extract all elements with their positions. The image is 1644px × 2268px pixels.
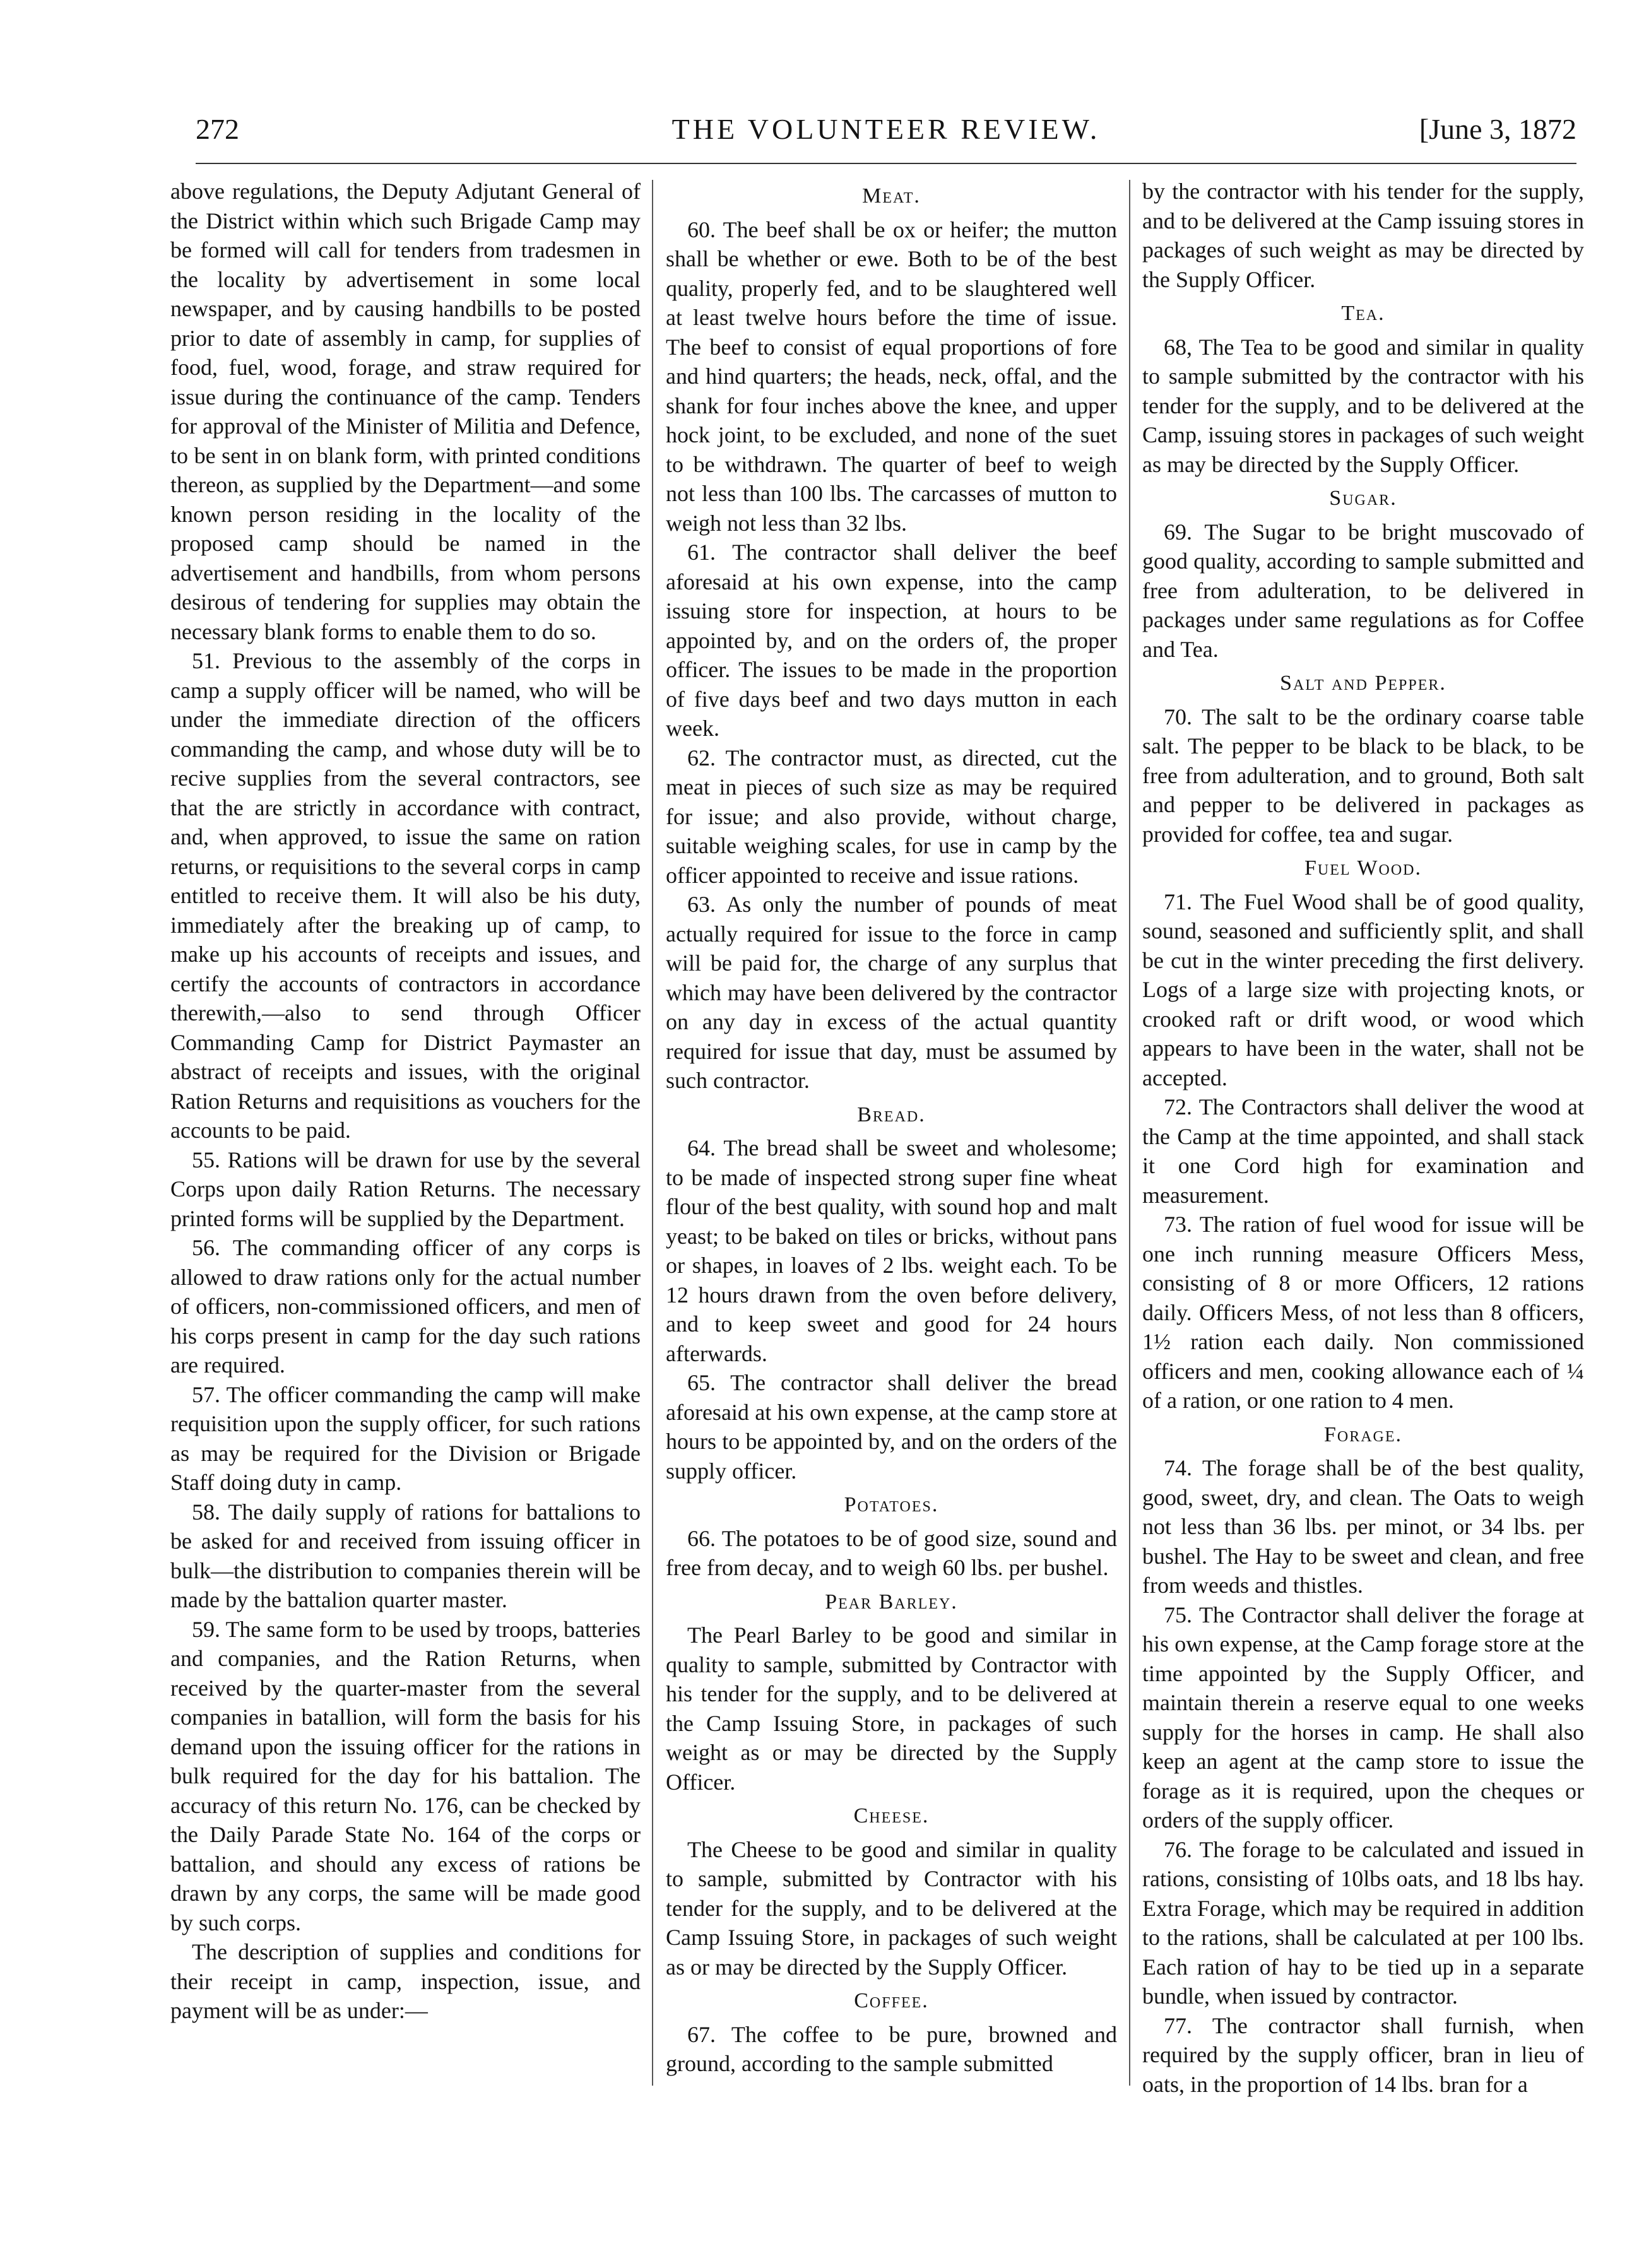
paragraph-65: 65. The contractor shall deliver the bread aforesaid at his own expense, at the camp store at hours to be appointed by, and on the orders of the supply officer. [666,1370,1117,1484]
paragraph-68: 68, The Tea to be good and similar in quality to sample submitted by the contractor with his tender for the supply, and to be delivered at the Camp, issuing stores in packages of such weight as may be directed by the Supply Officer. [1142,334,1584,477]
heading-pear-barley: Pear Barley. [825,1590,958,1614]
paragraph-intro: above regulations, the Deputy Adjutant General of the District within which such Brigade Camp may be formed will call for tenders from tradesmen in the locality by advertisement in some local newspaper, and by causing handbills to be posted prior to date of assembly in camp, for supplies of food, fuel, wood, forage, and straw required for issue during the continuance of the camp. Tenders for approval of the Minister of Militia and Defence, to be sent in on blank form, with printed conditions thereon, as supplied by the Department—and some known person residing in the locality of the proposed camp should be named in the advertisement and handbills, from whom persons desirous of tendering for supplies may obtain the necessary blank forms to enable them to do so. [170,179,641,644]
heading-sugar: Sugar. [1329,487,1397,510]
paragraph-cheese: The Cheese to be good and similar in quality to sample, submitted by Contractor with his tender for the supply, and to be delivered at the Camp Issuing Store, in packages of such weight as or may be directed by the Supply Officer. [666,1836,1117,1980]
column-2 [666,177,1117,2209]
paragraph-69: 69. The Sugar to be bright muscovado of good quality, according to sample submitted and free from adulteration, to be delivered in packages under same regulations as for Coffee and Tea. [1142,519,1584,662]
publication-title: THE VOLUNTEER REVIEW. [671,113,1101,145]
paragraph-57: 57. The officer commanding the camp will make requisition upon the supply officer, for such rations as may be required for the Division or Brigade Staff doing duty in camp. [170,1381,641,1495]
paragraph-56: 56. The commanding officer of any corps is allowed to draw rations only for the actual number of officers, non-commissioned officers, and men of his corps present in camp for the day such rations are required. [170,1235,641,1378]
header-rule [196,163,1576,164]
page-header [196,112,1576,163]
paragraph-70: 70. The salt to be the ordinary coarse table salt. The pepper to be black to be black, to be free from adulteration, and to ground, Both salt and pepper to be delivered in packages as provided for coffee, tea and sugar. [1142,704,1584,847]
paragraph-75: 75. The Contractor shall deliver the forage at his own expense, at the Camp forage store at the time appointed by the Supply Officer, and maintain therein a reserve equal to one weeks supply for the horses in camp. He shall also keep an agent at the camp store to issue the forage as it is required, upon the cheques or orders of the supply officer. [1142,1602,1584,1833]
heading-potatoes: Potatoes. [844,1493,939,1516]
paragraph-55: 55. Rations will be drawn for use by the several Corps upon daily Ration Returns. The necessary printed forms will be supplied by the Department. [170,1147,641,1231]
paragraph-77: 77. The contractor shall furnish, when required by the supply officer, bran in lieu of oats, in the proportion of 14 lbs. bran for a [1142,2012,1584,2097]
page-number: 272 [196,113,239,145]
paragraph-62: 62. The contractor must, as directed, cut the meat in pieces of such size as may be required for issue; and also provide, without charge, suitable weighing scales, for use in camp by the officer appointed to receive and issue rations. [666,745,1117,888]
column-divider-1 [652,180,653,2086]
paragraph-76: 76. The forage to be calculated and issued in rations, consisting of 10lbs oats, and 18 lbs hay. Extra Forage, which may be required in addition to the rations, shall be calculated at per 100 lbs. Each ration of hay to be tied up in a separate bundle, when issued by contractor. [1142,1836,1584,2009]
heading-meat: Meat. [862,184,921,208]
paragraph-72: 72. The Contractors shall deliver the wood at the Camp at the time appointed, and shall stack it one Cord high for examination and measurement. [1142,1094,1584,1208]
paragraph-60: 60. The beef shall be ox or heifer; the mutton shall be whether or ewe. Both to be of the best quality, properly fed, and to be slaughtered well at least twelve hours before the time of issue. The beef to consist of equal proportions of fore and hind quarters; the heads, neck, offal, and the shank for four inches above the knee, and upper hock joint, to be excluded, and none of the suet to be withdrawn. The quarter of beef to weigh not less than 100 lbs. The carcasses of mutton to weigh not less than 32 lbs. [666,216,1117,536]
heading-cheese: Cheese. [853,1804,930,1828]
column-1 [170,177,641,2209]
paragraph-61: 61. The contractor shall deliver the beef aforesaid at his own expense, into the camp issuing store for inspection, at hours to be appointed by, and on the orders of, the proper officer. The issues to be made in the proportion of five days beef and two days mutton in each week. [666,540,1117,741]
heading-tea: Tea. [1341,302,1385,325]
heading-forage: Forage. [1323,1422,1403,1446]
paragraph-71: 71. The Fuel Wood shall be of good quality, sound, seasoned and sufficiently split, and shall be cut in the winter preceding the first delivery. Logs of a large size with projecting knots, or crooked raft or drift wood, or wood which appears to have been in the water, shall not be accepted. [1142,889,1584,1090]
paragraph-59: 59. The same form to be used by troops, batteries and companies, and the Ration Returns, when received by the quarter-master from the several companies in batallion, will form the basis for his demand upon the issuing officer for the rations in bulk required for the day for his battalion. The accuracy of this return No. 176, can be checked by the Daily Parade State No. 164 of the corps or battalion, and should any excess of rations be drawn by any corps, the same will be made good by such corps. [170,1616,641,1935]
paragraph-63: 63. As only the number of pounds of meat actually required for issue to the force in camp will be paid for, the charge of any surplus that which may have been delivered by the contractor on any day in excess of the actual quantity required for issue that day, must be assumed by such contractor. [666,892,1117,1093]
paragraph-66: 66. The potatoes to be of good size, sound and free from decay, and to weigh 60 lbs. per bushel. [666,1525,1117,1580]
paragraph-58: 58. The daily supply of rations for battalions to be asked for and received from issuing officer in bulk—the distribution to companies therein will be made by the battalion quarter master. [170,1499,641,1612]
heading-salt-and-pepper: Salt and Pepper. [1280,671,1446,695]
paragraph-67-continued: by the contractor with his tender for the supply, and to be delivered at the Camp issuing stores in packages of such weight as may be directed by the Supply Officer. [1142,179,1584,292]
column-divider-2 [1129,180,1130,2086]
paragraph-73: 73. The ration of fuel wood for issue will be one inch running measure Officers Mess, consisting of 8 or more Officers, 12 rations daily. Officers Mess, of not less than 8 officers, 1½ ration each daily. Non commissioned officers and men, cooking allowance each of ¼ of a ration, or one ration to 4 men. [1142,1212,1584,1413]
paragraph-67: 67. The coffee to be pure, browned and ground, according to the sample submitted [666,2021,1117,2076]
heading-coffee: Coffee. [854,1989,929,2012]
column-3 [1142,177,1584,2209]
heading-fuel-wood: Fuel Wood. [1304,856,1422,880]
paragraph-74: 74. The forage shall be of the best quality, good, sweet, dry, and clean. The Oats to weigh not less than 36 lbs. per minot, or 34 lbs. per bushel. The Hay to be sweet and clean, and free from weeds and thistles. [1142,1455,1584,1598]
paragraph-64: 64. The bread shall be sweet and wholesome; to be made of inspected strong super fine wheat flour of the best quality, with sound hop and malt yeast; to be baked on tiles or bricks, without pans or shapes, in loaves of 2 lbs. weight each. To be 12 hours drawn from the oven before delivery, and to keep sweet and good for 24 hours afterwards. [666,1135,1117,1366]
heading-bread: Bread. [857,1102,926,1126]
paragraph-description: The description of supplies and conditions for their receipt in camp, inspection, issue, and payment will be as under:— [170,1939,641,2023]
paragraph-pearl-barley: The Pearl Barley to be good and similar in quality to sample, submitted by Contractor with his tender for the supply, and to be delivered at the Camp Issuing Store, in packages of such weight as or may be directed by the Supply Officer. [666,1622,1117,1795]
issue-date: [June 3, 1872 [1419,113,1576,145]
paragraph-51: 51. Previous to the assembly of the corps in camp a supply officer will be named, who will be under the immediate direction of the officers commanding the camp, and whose duty will be to recive supplies from the several contractors, see that the are strictly in accordance with contract, and, when approved, to issue the same on ration returns, or requisitions to the several corps in camp entitled to receive them. It will also be his duty, immediately after the breaking up of camp, to make up his accounts of receipts and issues, and certify the accounts of contractors in accordance therewith,—also to send through Officer Commanding Camp for District Paymaster an abstract of receipts and issues, with the original Ration Returns and requisitions as vouchers for the accounts to be paid. [170,648,641,1143]
